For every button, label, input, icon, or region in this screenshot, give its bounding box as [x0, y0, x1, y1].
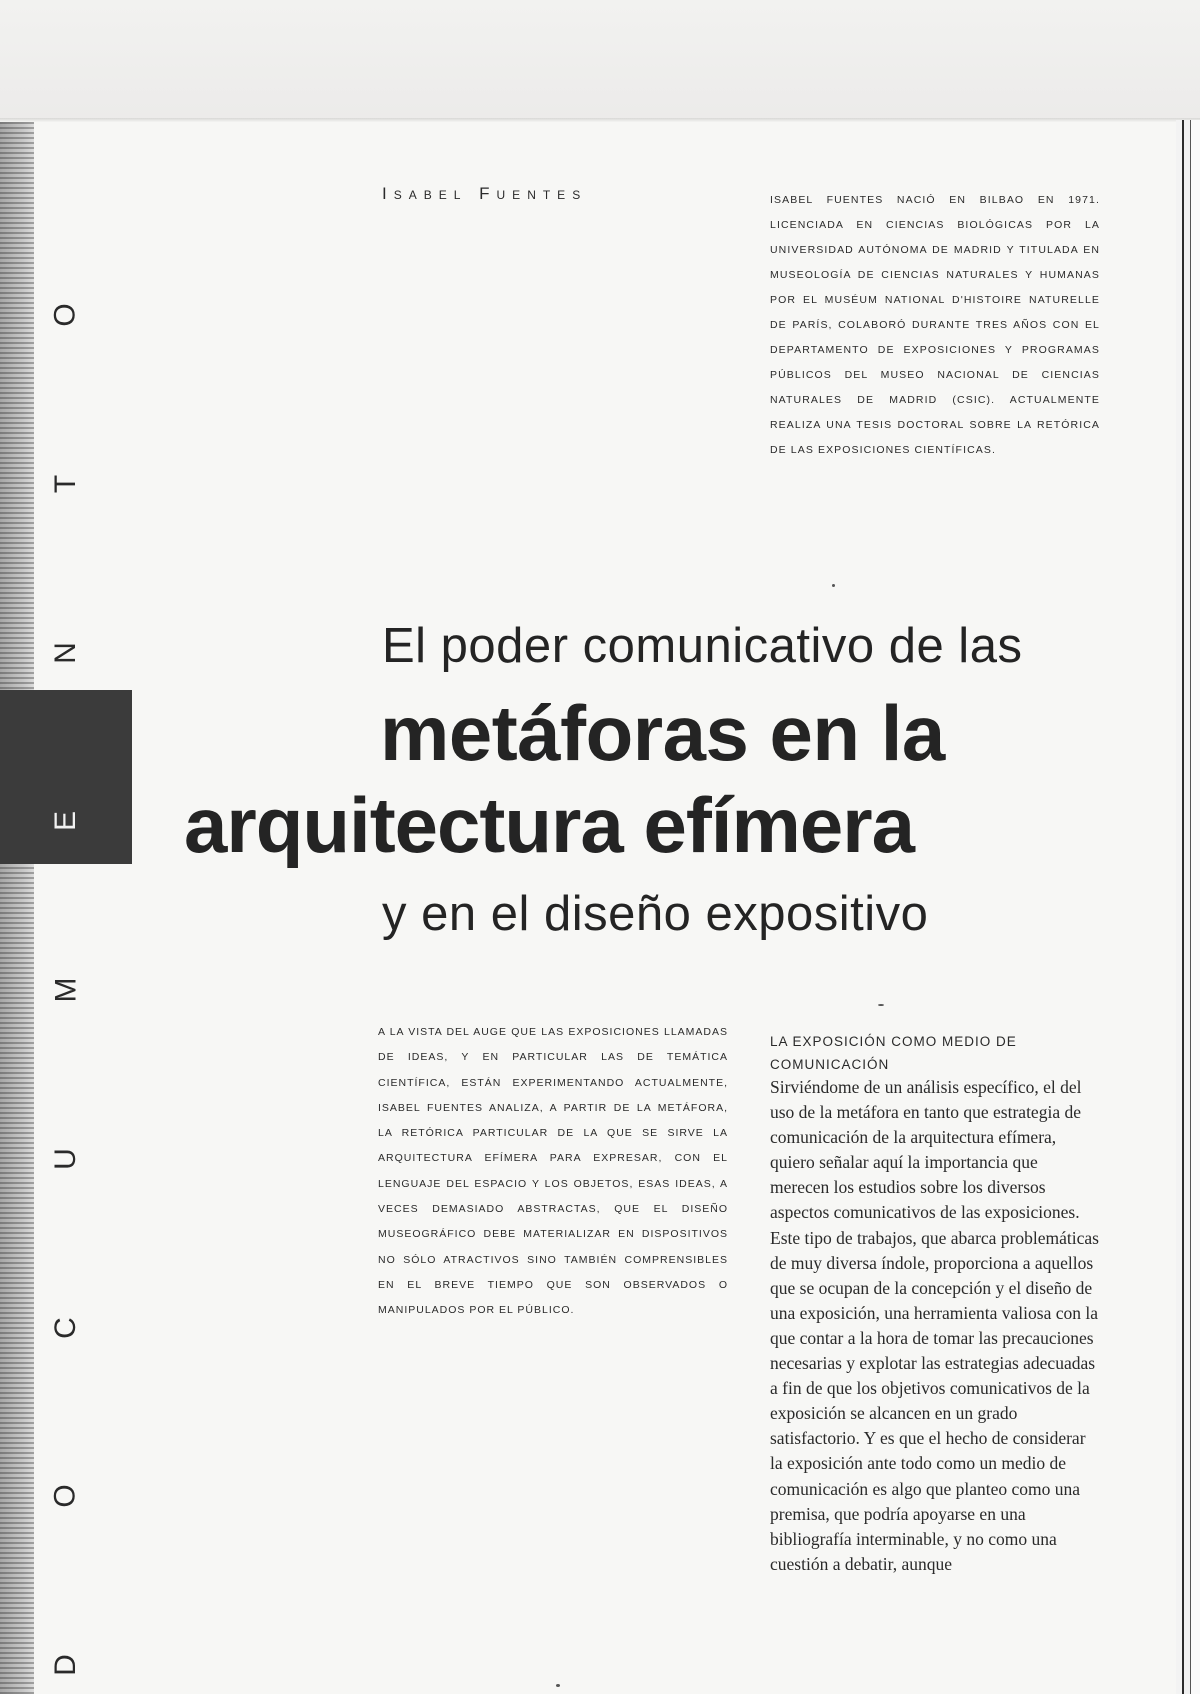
scan-top-margin — [0, 0, 1200, 118]
vertical-section-label — [40, 300, 92, 1680]
scan-right-edge — [1176, 120, 1200, 1694]
author-name: Isabel Fuentes — [382, 184, 588, 203]
title-line-1: El poder comunicativo de las — [382, 619, 1023, 673]
vertical-letter: C — [48, 1316, 82, 1339]
vertical-letter: D — [48, 1654, 82, 1676]
vertical-letter: N — [48, 641, 82, 664]
author-bio: ISABEL FUENTES NACIÓ EN BILBAO EN 1971. LICENCIADA EN CIENCIAS BIOLÓGICAS POR LA UNIVERSIDAD AUTÓNOMA DE MADRID Y TITULADA EN MUSEOLOGÍA DE CIENCIAS NATURALES Y HUMANAS POR EL MUSÉUM NATIONAL D'HISTOIRE NATURELLE DE PARÍS, COLABORÓ DURANTE TRES AÑOS CON EL DEPARTAMENTO DE EXPOSICIONES Y PROGRAMAS PÚBLICOS DEL MUSEO NACIONAL DE CIENCIAS NATURALES DE MADRID (CSIC). ACTUALMENTE REALIZA UNA TESIS DOCTORAL SOBRE LA RETÓRICA DE LAS EXPOSICIONES CIENTÍFICAS. — [770, 194, 1100, 456]
vertical-letter: T — [48, 474, 82, 493]
article-lede: A LA VISTA DEL AUGE QUE LAS EXPOSICIONES LLAMADAS DE IDEAS, Y EN PARTICULAR LAS DE TEMÁTICA CIENTÍFICA, ESTÁN EXPERIMENTANDO ACTUALMENTE, ISABEL FUENTES ANALIZA, A PARTIR DE LA METÁFORA, LA RETÓRICA PARTICULAR DE LA QUE SE SIRVE LA ARQUITECTURA EFÍMERA PARA EXPRESAR, CON EL LENGUAJE DEL ESPACIO Y LOS OBJETOS, ESAS IDEAS, A VECES DEMASIADO ABSTRACTAS, QUE EL DISEÑO MUSEOGRÁFICO DEBE MATERIALIZAR EN DISPOSITIVOS NO SÓLO ATRACTIVOS SINO TAMBIÉN COMPRENSIBLES EN EL BREVE TIEMPO QUE SON OBSERVADOS O MANIPULADOS POR EL PÚBLICO. — [378, 1026, 728, 1317]
vertical-letter: U — [48, 1147, 82, 1170]
vertical-letter: O — [49, 303, 82, 327]
title-line-4: y en el diseño expositivo — [382, 887, 929, 941]
body-text: Sirviéndome de un análisis específico, el del uso de la metáfora en tanto que estrategia de comunicación de la arquitectura efímera, quiero señalar aquí la importancia que merecen los estudios sobre los diversos aspectos comunicativos de las exposiciones. Este tipo de trabajos, que abarca problemáticas de muy diversa índole, proporciona a aquellos que se ocupan de la concepción y el diseño de una exposición, una herramienta valiosa con la que contar a la hora de tomar las precauciones necesarias y explotar las estrategias adecuadas a fin de que los objetivos comunicativos de la exposición se alcancen en un grado satisfactorio. Y es que el hecho de considerar la exposición ante todo como un medio de comunicación es algo que planteo como una premisa, que podría apoyarse en una bibliografía interminable, y no como una cuestión a debatir, aunque — [770, 1077, 1099, 1574]
scan-speck — [832, 584, 835, 587]
vertical-letter: E — [48, 811, 82, 832]
section-heading: LA EXPOSICIÓN COMO MEDIO DE COMUNICACIÓN — [770, 1034, 1017, 1072]
scan-left-edge — [0, 122, 34, 1694]
page-top-edge — [0, 118, 1200, 122]
title-line-2: metáforas en la — [380, 689, 945, 777]
scan-speck — [878, 1004, 884, 1006]
vertical-letter: O — [49, 1484, 82, 1508]
scan-speck — [556, 1684, 560, 1687]
vertical-letter: M — [49, 977, 82, 1003]
title-line-3: arquitectura efímera — [184, 781, 914, 869]
